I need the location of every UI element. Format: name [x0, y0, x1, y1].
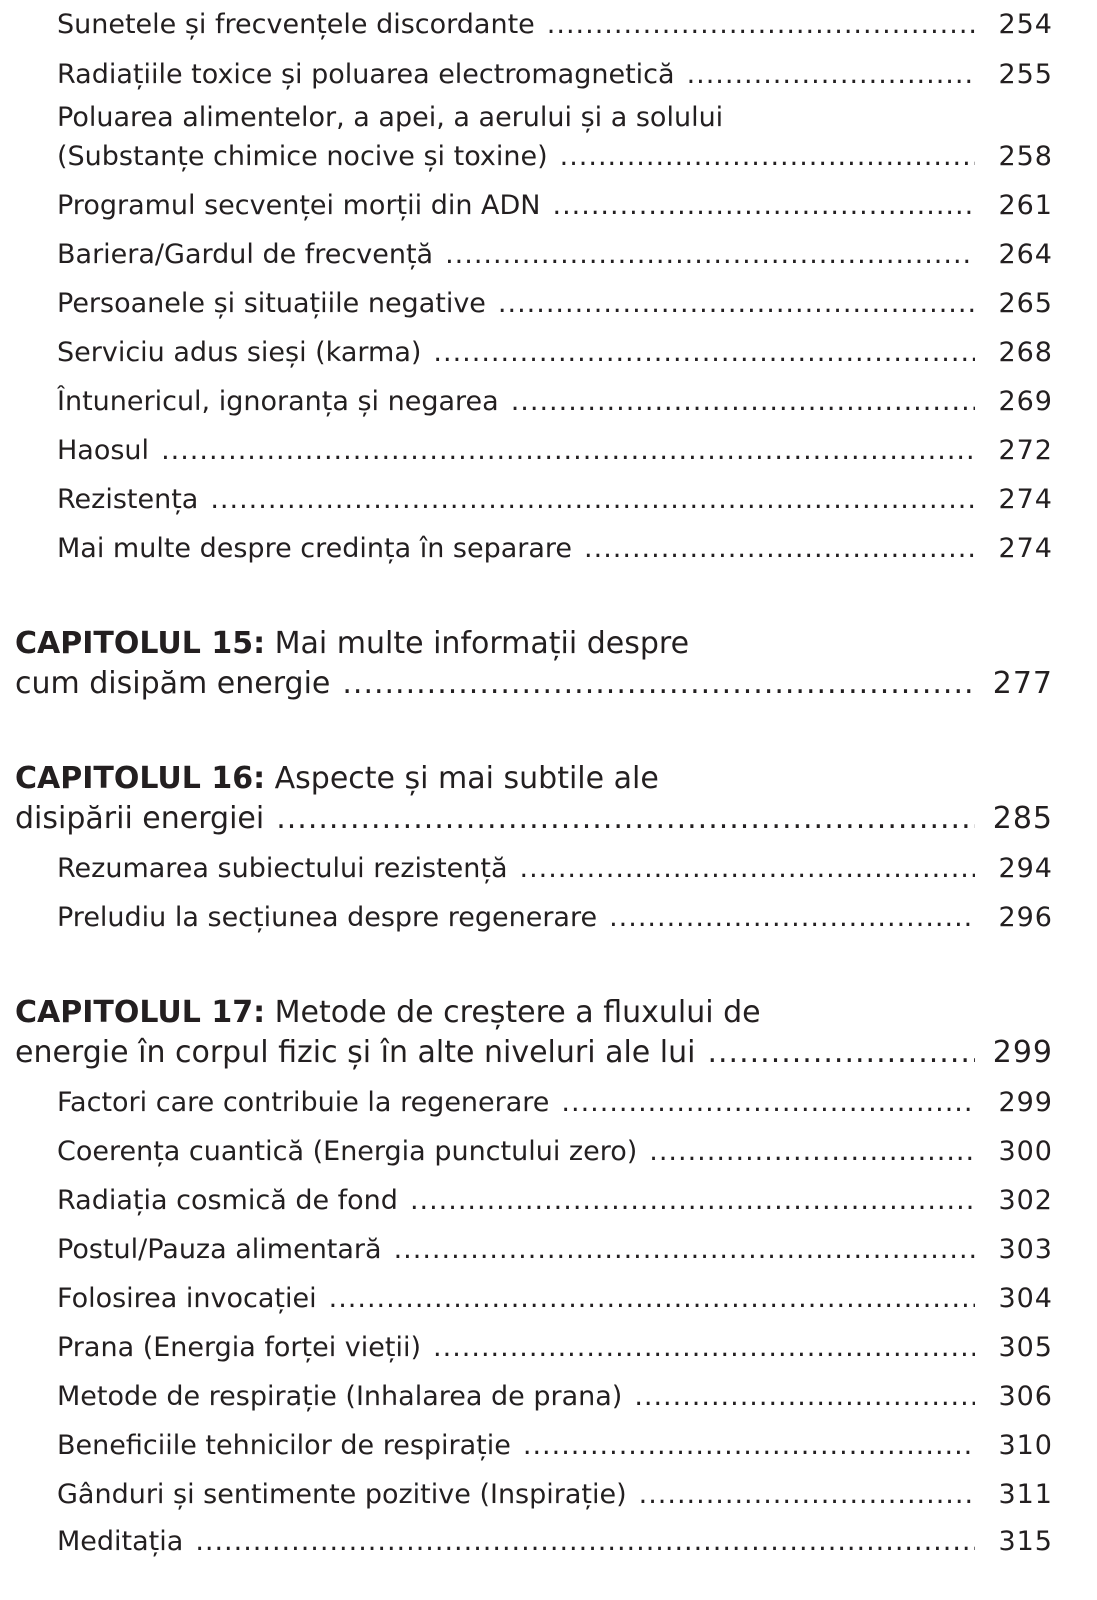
dot-leader: [584, 529, 975, 569]
toc-entry-title: Rezumarea subiectului rezistență: [57, 853, 508, 884]
toc-entry[interactable]: [0, 1181, 1097, 1221]
toc-entry-page: 268: [998, 337, 1053, 368]
chapter-16-title: Aspecte și mai subtile ale: [274, 761, 659, 796]
toc-entry[interactable]: [0, 186, 1097, 226]
toc-entry-page: 258: [998, 141, 1053, 172]
chapter-15-heading[interactable]: [0, 624, 1097, 664]
toc-entry[interactable]: [0, 1328, 1097, 1368]
toc-entry-title: Programul secvenței morții din ADN: [57, 190, 541, 221]
toc-entry-title: Haosul: [57, 435, 150, 466]
chapter-15-page: 277: [992, 666, 1053, 701]
toc-entry-page: 265: [998, 288, 1053, 319]
toc-entry-page: 299: [998, 1087, 1053, 1118]
toc-entry[interactable]: [0, 1475, 1097, 1515]
dot-leader: [511, 382, 975, 422]
toc-entry-page: 261: [998, 190, 1053, 221]
toc-entry[interactable]: [0, 898, 1097, 938]
toc-entry[interactable]: [0, 333, 1097, 373]
toc-entry-title: Folosirea invocației: [57, 1283, 317, 1314]
dot-leader: [547, 5, 975, 45]
dot-leader: [561, 1083, 975, 1123]
toc-entry-title: Gânduri și sentimente pozitive (Inspirație): [57, 1479, 627, 1510]
toc-entry-title: Rezistența: [57, 484, 199, 515]
toc-entry-page: 306: [998, 1381, 1053, 1412]
toc-entry-page: 302: [998, 1185, 1053, 1216]
toc-entry[interactable]: [0, 529, 1097, 569]
dot-leader: [342, 664, 975, 704]
dot-leader: [634, 1377, 975, 1417]
toc-entry-page: 269: [998, 386, 1053, 417]
toc-entry-line[interactable]: [0, 98, 1097, 138]
toc-entry-page: 311: [998, 1479, 1053, 1510]
toc-entry-title: Radiațiile toxice și poluarea electromagnetică: [57, 59, 675, 90]
dot-leader: [433, 1328, 975, 1368]
chapter-16-title-line1: [15, 759, 659, 799]
toc-entry[interactable]: [0, 849, 1097, 889]
chapter-17-entry[interactable]: [0, 1033, 1097, 1073]
toc-entry-title: Radiația cosmică de fond: [57, 1185, 398, 1216]
toc-entry-title: Întunericul, ignoranța și negarea: [57, 386, 499, 417]
toc-entry-page: 264: [998, 239, 1053, 270]
toc-entry-page: 294: [998, 853, 1053, 884]
dot-leader: [707, 1033, 975, 1073]
dot-leader: [639, 1475, 975, 1515]
toc-entry-title: Poluarea alimentelor, a apei, a aerului și a solului: [57, 102, 724, 133]
chapter-17-page: 299: [992, 1035, 1053, 1070]
toc-entry-title: Sunetele și frecvențele discordante: [57, 9, 535, 40]
dot-leader: [445, 235, 975, 275]
toc-entry-title: Metode de respirație (Inhalarea de prana): [57, 1381, 623, 1412]
chapter-15-title-line2: cum disipăm energie: [15, 666, 331, 701]
toc-entry-page: 303: [998, 1234, 1053, 1265]
toc-entry-title: Serviciu adus sieși (karma): [57, 337, 422, 368]
toc-entry-page: 255: [998, 59, 1053, 90]
dot-leader: [553, 186, 975, 226]
chapter-16-label: CAPITOLUL 16:: [15, 761, 266, 796]
toc-entry[interactable]: [0, 284, 1097, 324]
toc-entry-page: 305: [998, 1332, 1053, 1363]
toc-entry-title: Beneficiile tehnicilor de respirație: [57, 1430, 511, 1461]
dot-leader: [210, 480, 975, 520]
toc-entry-page: 272: [998, 435, 1053, 466]
toc-entry[interactable]: [0, 1377, 1097, 1417]
toc-entry-page: 310: [998, 1430, 1053, 1461]
toc-entry-page: 274: [998, 533, 1053, 564]
toc-entry[interactable]: [0, 1083, 1097, 1123]
toc-entry[interactable]: [0, 1522, 1097, 1562]
toc-entry[interactable]: [0, 1230, 1097, 1270]
chapter-15-title-line1: [15, 624, 689, 664]
dot-leader: [560, 137, 975, 177]
dot-leader: [195, 1522, 975, 1562]
toc-entry-page: 315: [998, 1526, 1053, 1557]
chapter-17-title-line2: energie în corpul fizic și în alte niveluri ale lui: [15, 1035, 696, 1070]
dot-leader: [687, 55, 975, 95]
dot-leader: [649, 1132, 975, 1172]
dot-leader: [329, 1279, 975, 1319]
chapter-16-title-line2: disipării energiei: [15, 801, 265, 836]
chapter-17-title-line1: [15, 993, 761, 1033]
chapter-16-heading[interactable]: [0, 759, 1097, 799]
toc-entry-page: 304: [998, 1283, 1053, 1314]
toc-entry-title: Bariera/Gardul de frecvență: [57, 239, 434, 270]
dot-leader: [410, 1181, 975, 1221]
toc-entry[interactable]: [0, 5, 1097, 45]
toc-entry[interactable]: [0, 1132, 1097, 1172]
toc-entry-page: 300: [998, 1136, 1053, 1167]
toc-entry[interactable]: [0, 382, 1097, 422]
chapter-16-entry[interactable]: [0, 799, 1097, 839]
toc-entry-title: Meditația: [57, 1526, 184, 1557]
toc-entry[interactable]: [0, 235, 1097, 275]
toc-entry-title: Persoanele și situațiile negative: [57, 288, 486, 319]
toc-entry[interactable]: [0, 431, 1097, 471]
dot-leader: [609, 898, 975, 938]
toc-entry[interactable]: [0, 1426, 1097, 1466]
chapter-15-title: Mai multe informații despre: [274, 626, 690, 661]
chapter-17-label: CAPITOLUL 17:: [15, 995, 266, 1030]
toc-entry-title: Coerența cuantică (Energia punctului zero): [57, 1136, 638, 1167]
dot-leader: [276, 799, 975, 839]
dot-leader: [498, 284, 975, 324]
toc-entry-title: Factori care contribuie la regenerare: [57, 1087, 550, 1118]
chapter-17-title: Metode de creștere a fluxului de: [274, 995, 761, 1030]
toc-entry-title: (Substanțe chimice nocive și toxine): [57, 141, 548, 172]
dot-leader: [161, 431, 975, 471]
toc-entry[interactable]: [0, 137, 1097, 177]
toc-entry[interactable]: [0, 1279, 1097, 1319]
chapter-15-entry[interactable]: [0, 664, 1097, 704]
chapter-15-label: CAPITOLUL 15:: [15, 626, 266, 661]
toc-entry[interactable]: [0, 480, 1097, 520]
toc-entry-title: Mai multe despre credința în separare: [57, 533, 573, 564]
dot-leader: [523, 1426, 975, 1466]
toc-entry-page: 254: [998, 9, 1053, 40]
toc-entry-title: Prana (Energia forței vieții): [57, 1332, 422, 1363]
toc-entry-page: 296: [998, 902, 1053, 933]
dot-leader: [394, 1230, 975, 1270]
dot-leader: [433, 333, 975, 373]
dot-leader: [520, 849, 975, 889]
toc-entry-title: Preludiu la secțiunea despre regenerare: [57, 902, 598, 933]
chapter-17-heading[interactable]: [0, 993, 1097, 1033]
toc-entry-page: 274: [998, 484, 1053, 515]
toc-entry-title: Postul/Pauza alimentară: [57, 1234, 382, 1265]
toc-entry[interactable]: [0, 55, 1097, 95]
chapter-16-page: 285: [992, 801, 1053, 836]
